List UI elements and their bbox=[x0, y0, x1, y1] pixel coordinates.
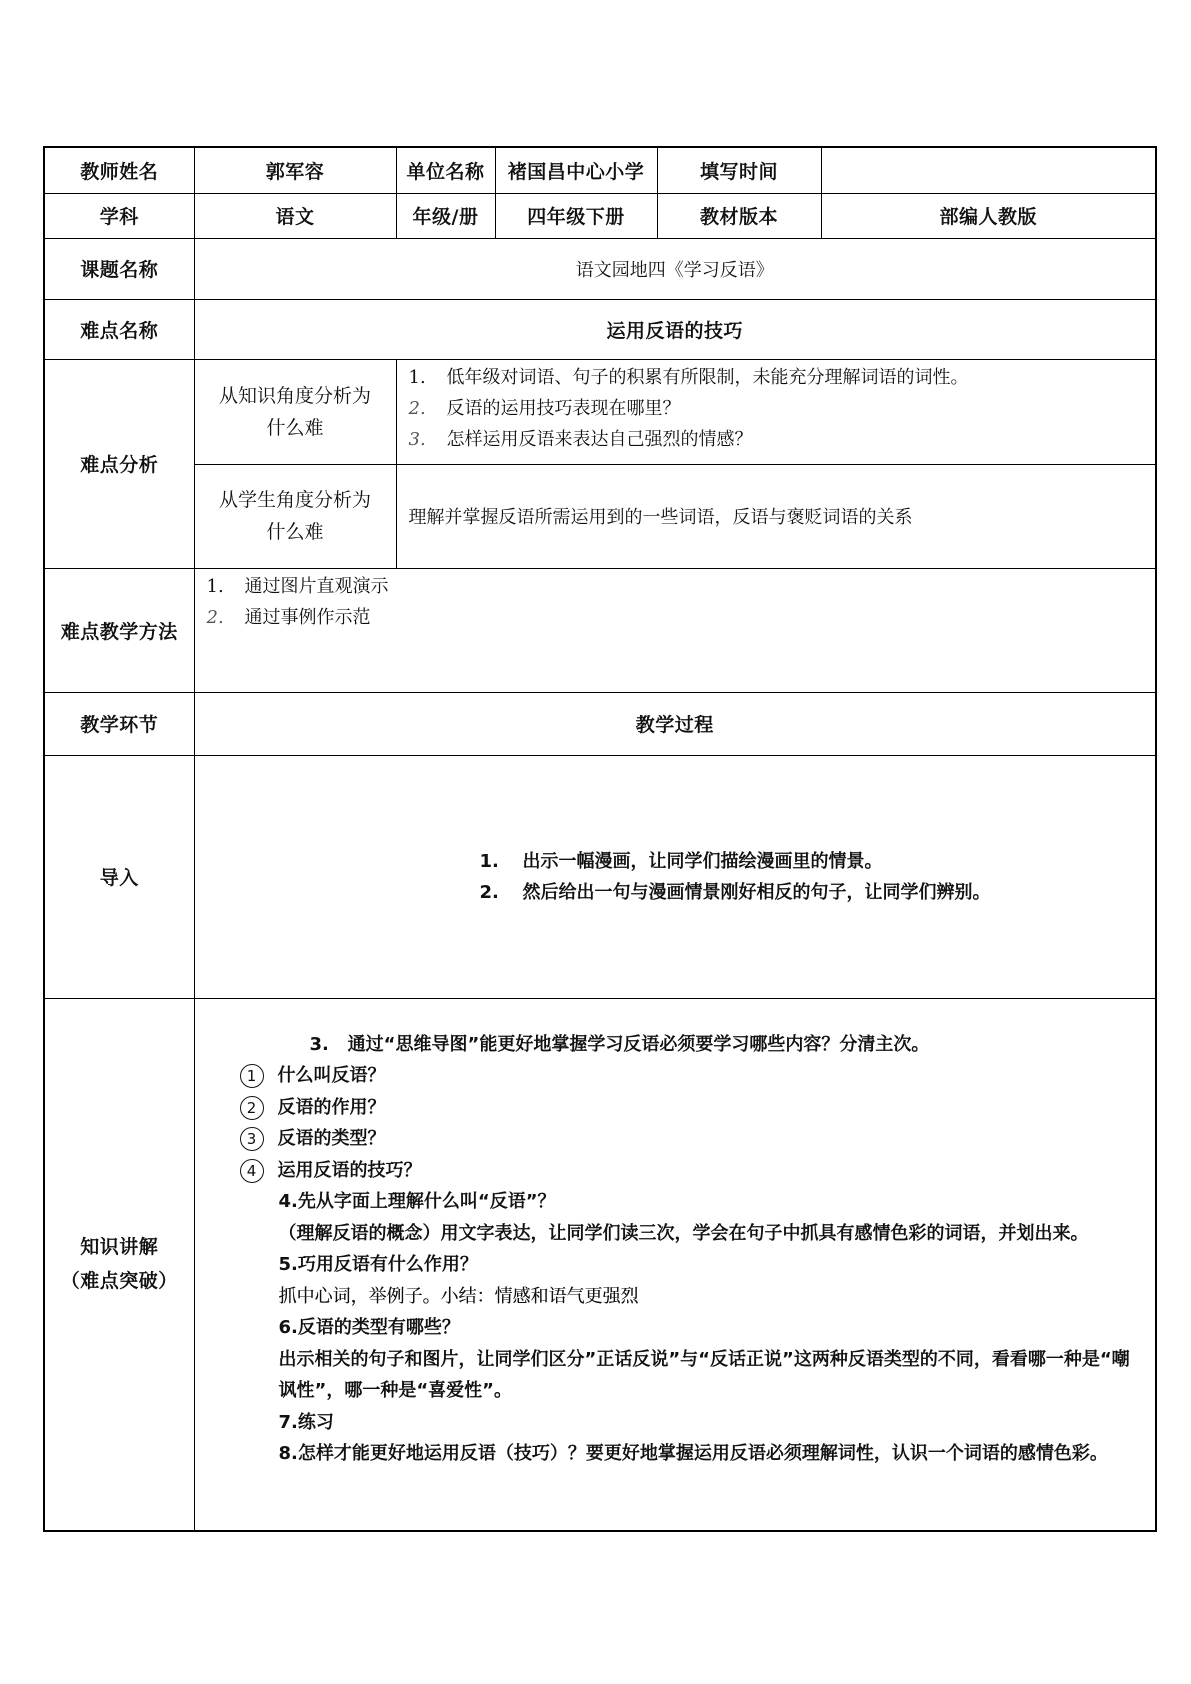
knowledge-line: 4.先从字面上理解什么叫“反语”？ bbox=[278, 1191, 556, 1212]
item-text: 反语的运用技巧表现在哪里？ bbox=[446, 397, 681, 419]
subject-value: 语文 bbox=[194, 193, 396, 238]
edition-value: 部编人教版 bbox=[821, 193, 1156, 238]
knowledge-line: 8.怎样才能更好地运用反语（技巧）？要更好地掌握运用反语必须理解词性，认识一个词语的感情色彩。 bbox=[278, 1443, 1108, 1464]
teacher-label: 教师姓名 bbox=[44, 147, 194, 193]
row-analysis-knowledge bbox=[44, 359, 1156, 464]
row-subject bbox=[44, 193, 1156, 238]
topic-value: 语文园地四《学习反语》 bbox=[194, 238, 1156, 299]
knowledge-line: 出示相关的句子和图片，让同学们区分”正话反说”与“反话正说”这两种反语类型的不同，看看哪一种是“嘲讽性”，哪一种是“喜爱性”。 bbox=[278, 1348, 1130, 1401]
knowledge-item bbox=[409, 362, 1144, 393]
fill-time-label: 填写时间 bbox=[657, 147, 821, 193]
method-label: 难点教学方法 bbox=[44, 568, 194, 692]
item-text: 低年级对词语、句子的积累有所限制，未能充分理解词语的词性。 bbox=[446, 366, 969, 388]
lesson-plan-sheet bbox=[43, 146, 1155, 1532]
knowledge-content bbox=[194, 998, 1156, 1531]
method-item bbox=[207, 571, 1144, 602]
item-number: 1. bbox=[479, 850, 499, 872]
item-number: 3. bbox=[408, 428, 426, 450]
knowledge-item bbox=[409, 393, 1144, 424]
lesson-plan-table bbox=[43, 146, 1157, 1532]
knowledge-lines bbox=[240, 1186, 1148, 1470]
fill-time-value bbox=[821, 147, 1156, 193]
edition-label: 教材版本 bbox=[657, 193, 821, 238]
mindmap-item: 3. 通过“思维导图”能更好地掌握学习反语必须要学习哪些内容？分清主次。 bbox=[309, 1033, 930, 1055]
method-item bbox=[207, 602, 1144, 633]
item-number: 2. bbox=[479, 881, 499, 903]
item-number: 1. bbox=[408, 366, 426, 388]
row-intro bbox=[44, 755, 1156, 998]
intro-content bbox=[194, 755, 1156, 998]
knowledge-label-line2: （难点突破） bbox=[60, 1270, 178, 1293]
item-number: 1. bbox=[206, 575, 224, 597]
circled-number-icon: 2 bbox=[240, 1096, 264, 1120]
row-method bbox=[44, 568, 1156, 692]
circled-text: 反语的作用？ bbox=[277, 1096, 386, 1118]
row-knowledge bbox=[44, 998, 1156, 1531]
circled-number-icon: 3 bbox=[240, 1127, 264, 1151]
analysis-label-text: 难点分析 bbox=[80, 454, 159, 476]
knowledge-label bbox=[44, 998, 194, 1531]
difficulty-value: 运用反语的技巧 bbox=[194, 299, 1156, 359]
knowledge-label-line1: 知识讲解 bbox=[80, 1236, 159, 1259]
grade-value: 四年级下册 bbox=[495, 193, 657, 238]
circled-item bbox=[240, 1155, 1148, 1187]
topic-label: 课题名称 bbox=[44, 238, 194, 299]
knowledge-line: 抓中心词，举例子。小结：情感和语气更强烈 bbox=[278, 1285, 639, 1307]
analysis-label bbox=[44, 359, 194, 568]
process-label: 教学过程 bbox=[194, 692, 1156, 755]
item-number: 2. bbox=[206, 606, 224, 628]
knowledge-line: 7.练习 bbox=[278, 1411, 334, 1433]
method-list bbox=[194, 568, 1156, 692]
knowledge-item bbox=[409, 424, 1144, 455]
item-number: 2. bbox=[408, 397, 426, 419]
row-teacher bbox=[44, 147, 1156, 193]
row-analysis-student bbox=[44, 464, 1156, 568]
knowledge-angle-list bbox=[396, 359, 1156, 464]
item-text: 然后给出一句与漫画情景刚好相反的句子，让同学们辨别。 bbox=[522, 881, 991, 903]
knowledge-line: 5.巧用反语有什么作用？ bbox=[278, 1254, 478, 1275]
teacher-value: 郭军容 bbox=[194, 147, 396, 193]
circled-item bbox=[240, 1060, 1148, 1092]
circled-item bbox=[240, 1092, 1148, 1124]
circled-text: 反语的类型？ bbox=[277, 1128, 386, 1149]
row-process-header bbox=[44, 692, 1156, 755]
circled-number-icon: 4 bbox=[240, 1159, 264, 1183]
row-difficulty bbox=[44, 299, 1156, 359]
knowledge-line: 6.反语的类型有哪些？ bbox=[278, 1317, 460, 1338]
item-text: 出示一幅漫画，让同学们描绘漫画里的情景。 bbox=[522, 850, 883, 872]
subject-label: 学科 bbox=[44, 193, 194, 238]
knowledge-angle-label: 从知识角度分析为什么难 bbox=[194, 359, 396, 464]
difficulty-label: 难点名称 bbox=[44, 299, 194, 359]
circled-number-icon: 1 bbox=[240, 1064, 264, 1088]
row-topic bbox=[44, 238, 1156, 299]
intro-item bbox=[480, 877, 1156, 908]
circled-item bbox=[240, 1123, 1148, 1155]
grade-label: 年级/册 bbox=[396, 193, 495, 238]
process-stage-label: 教学环节 bbox=[44, 692, 194, 755]
item-text: 通过图片直观演示 bbox=[244, 575, 389, 597]
intro-item bbox=[480, 846, 1156, 877]
circled-text: 什么叫反语？ bbox=[277, 1065, 386, 1086]
knowledge-line: （理解反语的概念）用文字表达，让同学们读三次，学会在句子中抓具有感情色彩的词语，并划出来。 bbox=[278, 1222, 1089, 1244]
unit-label: 单位名称 bbox=[396, 147, 495, 193]
student-angle-text: 理解并掌握反语所需运用到的一些词语，反语与褒贬词语的关系 bbox=[396, 464, 1156, 568]
unit-value: 褚国昌中心小学 bbox=[495, 147, 657, 193]
student-angle-label: 从学生角度分析为什么难 bbox=[194, 464, 396, 568]
item-text: 怎样运用反语来表达自己强烈的情感？ bbox=[446, 428, 753, 450]
circled-text: 运用反语的技巧？ bbox=[277, 1159, 422, 1181]
item-text: 通过事例作示范 bbox=[244, 606, 371, 628]
intro-label: 导入 bbox=[44, 755, 194, 998]
